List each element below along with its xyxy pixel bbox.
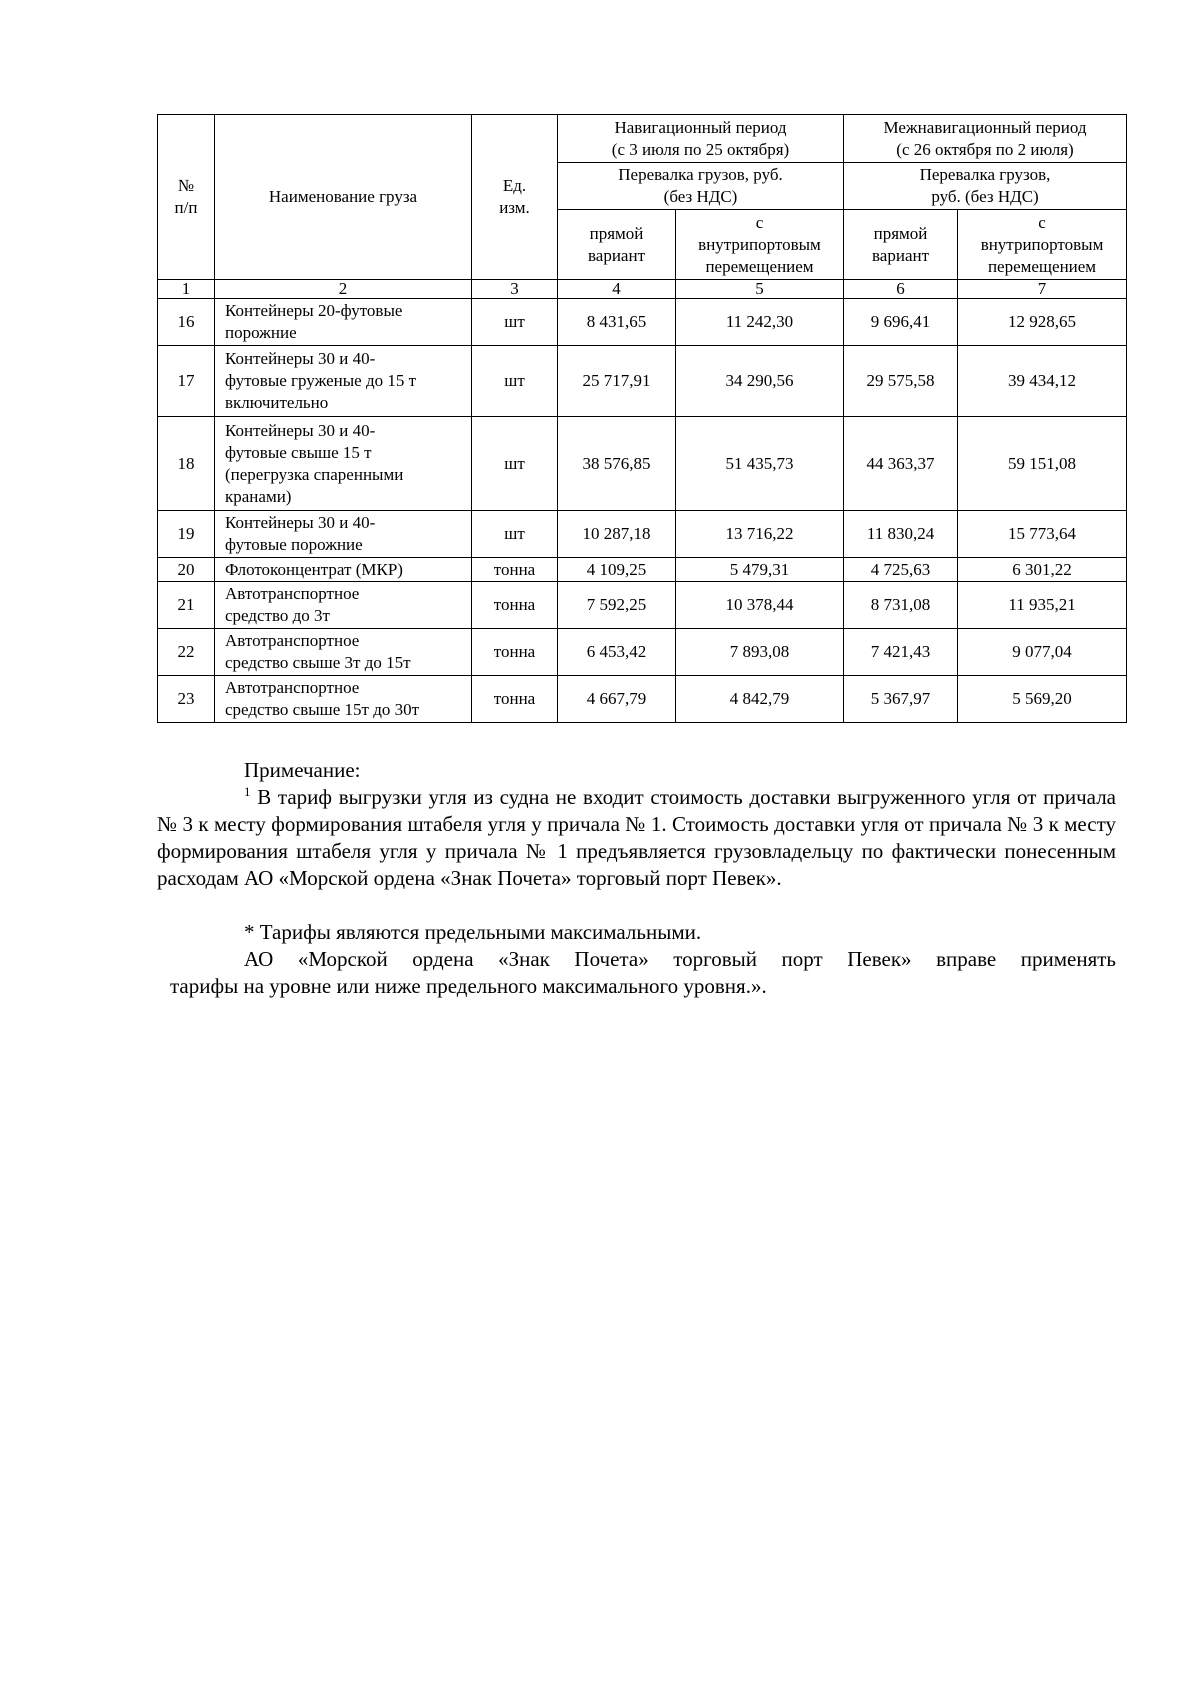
table-row <box>158 558 1127 582</box>
row-number: 16 <box>158 299 215 346</box>
row-number: 23 <box>158 676 215 723</box>
unit-cell: тонна <box>472 582 558 629</box>
unit-cell: шт <box>472 417 558 511</box>
internav-direct-cell: 11 830,24 <box>844 511 958 558</box>
notes-title: Примечание: <box>244 758 361 782</box>
table-row <box>158 676 1127 723</box>
col-number: 2 <box>215 280 472 299</box>
header-internav-period: Межнавигационный период (с 26 октября по 2 июля) <box>844 115 1127 163</box>
table-row <box>158 346 1127 417</box>
internav-internal-cell: 59 151,08 <box>958 417 1127 511</box>
col-number: 3 <box>472 280 558 299</box>
internav-internal-cell: 5 569,20 <box>958 676 1127 723</box>
footnote-mark: 1 <box>244 784 251 799</box>
col-number: 7 <box>958 280 1127 299</box>
table-row <box>158 582 1127 629</box>
table-row <box>158 299 1127 346</box>
nav-direct-cell: 4 109,25 <box>558 558 676 582</box>
internav-direct-cell: 44 363,37 <box>844 417 958 511</box>
internav-direct-cell: 5 367,97 <box>844 676 958 723</box>
footnote-paragraph <box>157 784 1116 892</box>
table-row <box>158 417 1127 511</box>
table-row <box>158 629 1127 676</box>
nav-direct-cell: 6 453,42 <box>558 629 676 676</box>
internav-internal-cell: 9 077,04 <box>958 629 1127 676</box>
row-number: 19 <box>158 511 215 558</box>
nav-internal-cell: 11 242,30 <box>676 299 844 346</box>
header-num: № п/п <box>158 115 215 280</box>
cargo-name: Автотранспортное средство свыше 15т до 30т <box>215 676 472 723</box>
notes-section <box>157 757 1116 1000</box>
asterisk-note: * Тарифы являются предельными максимальными. <box>244 920 702 944</box>
header-internav-direct: прямой вариант <box>844 210 958 280</box>
cargo-name: Контейнеры 30 и 40- футовые груженые до 15 т включительно <box>215 346 472 417</box>
col-number: 6 <box>844 280 958 299</box>
nav-direct-cell: 38 576,85 <box>558 417 676 511</box>
rights-paragraph: АО «Морской ордена «Знак Почета» торговый порт Певек» вправе применять <box>244 947 1116 971</box>
header-internav-internal: с внутрипортовым перемещением <box>958 210 1127 280</box>
unit-cell: шт <box>472 346 558 417</box>
internav-internal-cell: 12 928,65 <box>958 299 1127 346</box>
nav-internal-cell: 13 716,22 <box>676 511 844 558</box>
header-nav-direct: прямой вариант <box>558 210 676 280</box>
row-number: 17 <box>158 346 215 417</box>
internav-internal-cell: 15 773,64 <box>958 511 1127 558</box>
internav-direct-cell: 4 725,63 <box>844 558 958 582</box>
nav-internal-cell: 34 290,56 <box>676 346 844 417</box>
internav-direct-cell: 9 696,41 <box>844 299 958 346</box>
nav-internal-cell: 5 479,31 <box>676 558 844 582</box>
cargo-name: Флотоконцентрат (МКР) <box>215 558 472 582</box>
internav-internal-cell: 6 301,22 <box>958 558 1127 582</box>
col-number: 4 <box>558 280 676 299</box>
header-nav-period: Навигационный период (с 3 июля по 25 октября) <box>558 115 844 163</box>
unit-cell: тонна <box>472 558 558 582</box>
internav-direct-cell: 8 731,08 <box>844 582 958 629</box>
header-unit: Ед. изм. <box>472 115 558 280</box>
cargo-name: Автотранспортное средство свыше 3т до 15т <box>215 629 472 676</box>
row-number: 18 <box>158 417 215 511</box>
nav-internal-cell: 4 842,79 <box>676 676 844 723</box>
nav-direct-cell: 10 287,18 <box>558 511 676 558</box>
tariff-table <box>157 114 1127 723</box>
cargo-name: Контейнеры 30 и 40- футовые свыше 15 т (перегрузка спаренными кранами) <box>215 417 472 511</box>
row-number: 20 <box>158 558 215 582</box>
table-row <box>158 511 1127 558</box>
nav-direct-cell: 8 431,65 <box>558 299 676 346</box>
footnote-text: В тариф выгрузки угля из судна не входит стоимость доставки выгруженного угля от причала № 3 к месту формирования штабеля угля у причала № 1. Стоимость доставки угля от причала № 3 к месту формирования штабеля угля у причала № 1 предъявляется грузовладельцу по фактически понесенным расходам АО «Морской ордена «Знак Почета» торговый порт Певек». <box>157 785 1116 890</box>
nav-direct-cell: 7 592,25 <box>558 582 676 629</box>
unit-cell: тонна <box>472 676 558 723</box>
header-nav-internal: с внутрипортовым перемещением <box>676 210 844 280</box>
nav-internal-cell: 7 893,08 <box>676 629 844 676</box>
tariff-table-container <box>157 114 1126 723</box>
header-internav-transship: Перевалка грузов, руб. (без НДС) <box>844 163 1127 210</box>
col-number: 5 <box>676 280 844 299</box>
cargo-name: Контейнеры 30 и 40- футовые порожние <box>215 511 472 558</box>
row-number: 21 <box>158 582 215 629</box>
cargo-name: Автотранспортное средство до 3т <box>215 582 472 629</box>
nav-internal-cell: 10 378,44 <box>676 582 844 629</box>
rights-paragraph-end: тарифы на уровне или ниже предельного максимального уровня.». <box>170 974 767 998</box>
nav-direct-cell: 25 717,91 <box>558 346 676 417</box>
unit-cell: тонна <box>472 629 558 676</box>
nav-internal-cell: 51 435,73 <box>676 417 844 511</box>
nav-direct-cell: 4 667,79 <box>558 676 676 723</box>
header-nav-transship: Перевалка грузов, руб. (без НДС) <box>558 163 844 210</box>
internav-internal-cell: 39 434,12 <box>958 346 1127 417</box>
unit-cell: шт <box>472 299 558 346</box>
unit-cell: шт <box>472 511 558 558</box>
header-name: Наименование груза <box>215 115 472 280</box>
col-number: 1 <box>158 280 215 299</box>
cargo-name: Контейнеры 20-футовые порожние <box>215 299 472 346</box>
internav-direct-cell: 29 575,58 <box>844 346 958 417</box>
internav-internal-cell: 11 935,21 <box>958 582 1127 629</box>
row-number: 22 <box>158 629 215 676</box>
internav-direct-cell: 7 421,43 <box>844 629 958 676</box>
